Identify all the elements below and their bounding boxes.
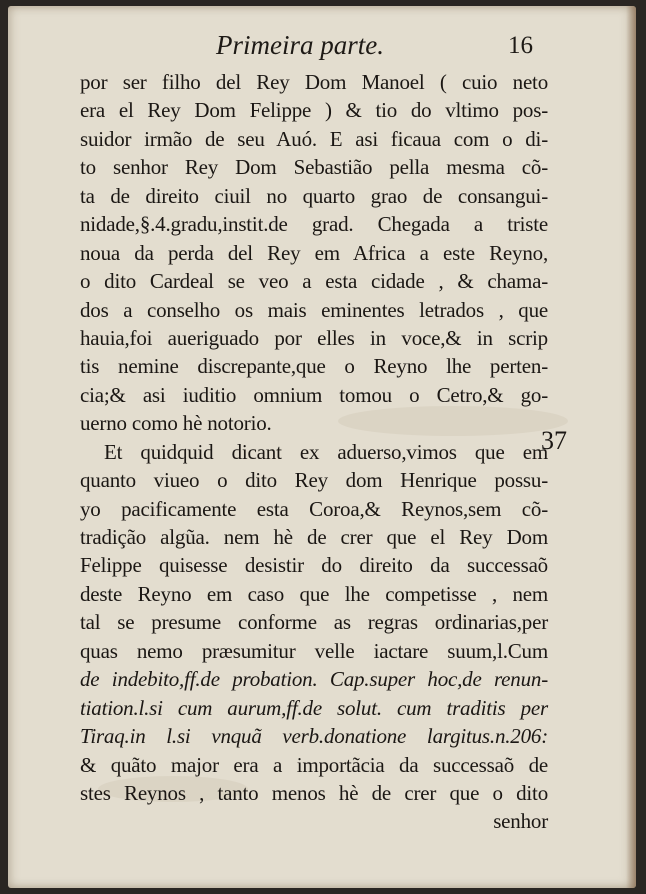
text-line: noua da perda del Rey em Africa a este Reyno, [80,240,548,265]
text-line: tal se presume conforme as regras ordinarias,per [80,610,548,635]
text-line: nidade,§.4.gradu,instit.de grad. Chegada a triste [80,212,548,237]
text-line: hauia,foi aueriguado por elles in voce,& in scrip [80,325,548,350]
page-header [8,30,636,68]
text-line: o dito Cardeal se veo a esta cidade , & chama- [80,269,548,294]
text-line: Et quidquid dicant ex aduerso,vimos que em [104,439,548,464]
text-line: & quãto major era a importãcia da successaõ de [80,752,548,777]
page-edge-shadow [626,6,636,888]
catchword: senhor [493,809,548,834]
running-title: Primeira parte. [216,30,384,60]
text-line: stes Reynos , tanto menos hè de crer que o dito [80,780,548,805]
text-line: por ser filho del Rey Dom Manoel ( cuio neto [80,70,548,94]
page-number: 16 [508,32,533,59]
text-line: uerno como hè notorio. [80,411,272,436]
margin-note: 37 [541,426,567,455]
text-line: quanto viueo o dito Rey dom Henrique possu- [80,468,548,493]
text-line: era el Rey Dom Felippe ) & tio do vltimo pos- [80,98,548,123]
text-line: cia;& asi iuditio omnium tomou o Cetro,& go- [80,382,548,407]
text-line: deste Reyno em caso que lhe competisse , nem [80,581,548,606]
text-line: ta de direito ciuil no quarto grao de consangui- [80,183,548,208]
text-line: Tiraq.in l.si vnquã verb.donatione largitus.n.206: [80,724,548,749]
text-line: tis nemine discrepante,que o Reyno lhe perten- [80,354,548,379]
text-line: quas nemo præsumitur velle iactare suum,l.Cum [80,638,548,663]
body-text [80,68,548,836]
text-line: to senhor Rey Dom Sebastião pella mesma cõ- [80,155,548,180]
text-line: de indebito,ff.de probation. Cap.super hoc,de renun- [80,667,548,692]
text-line: Felippe quisesse desistir do direito da successaõ [80,553,548,578]
text-line: yo pacificamente esta Coroa,& Reynos,sem cõ- [80,496,548,521]
text-line: suidor irmão de seu Auó. E asi ficaua com o di- [80,126,548,151]
book-page [8,6,636,888]
text-line: tradição algũa. nem hè de crer que el Rey Dom [80,525,548,549]
text-line: dos a conselho os mais eminentes letrados , que [80,297,548,322]
text-line: tiation.l.si cum aurum,ff.de solut. cum traditis per [80,695,548,720]
